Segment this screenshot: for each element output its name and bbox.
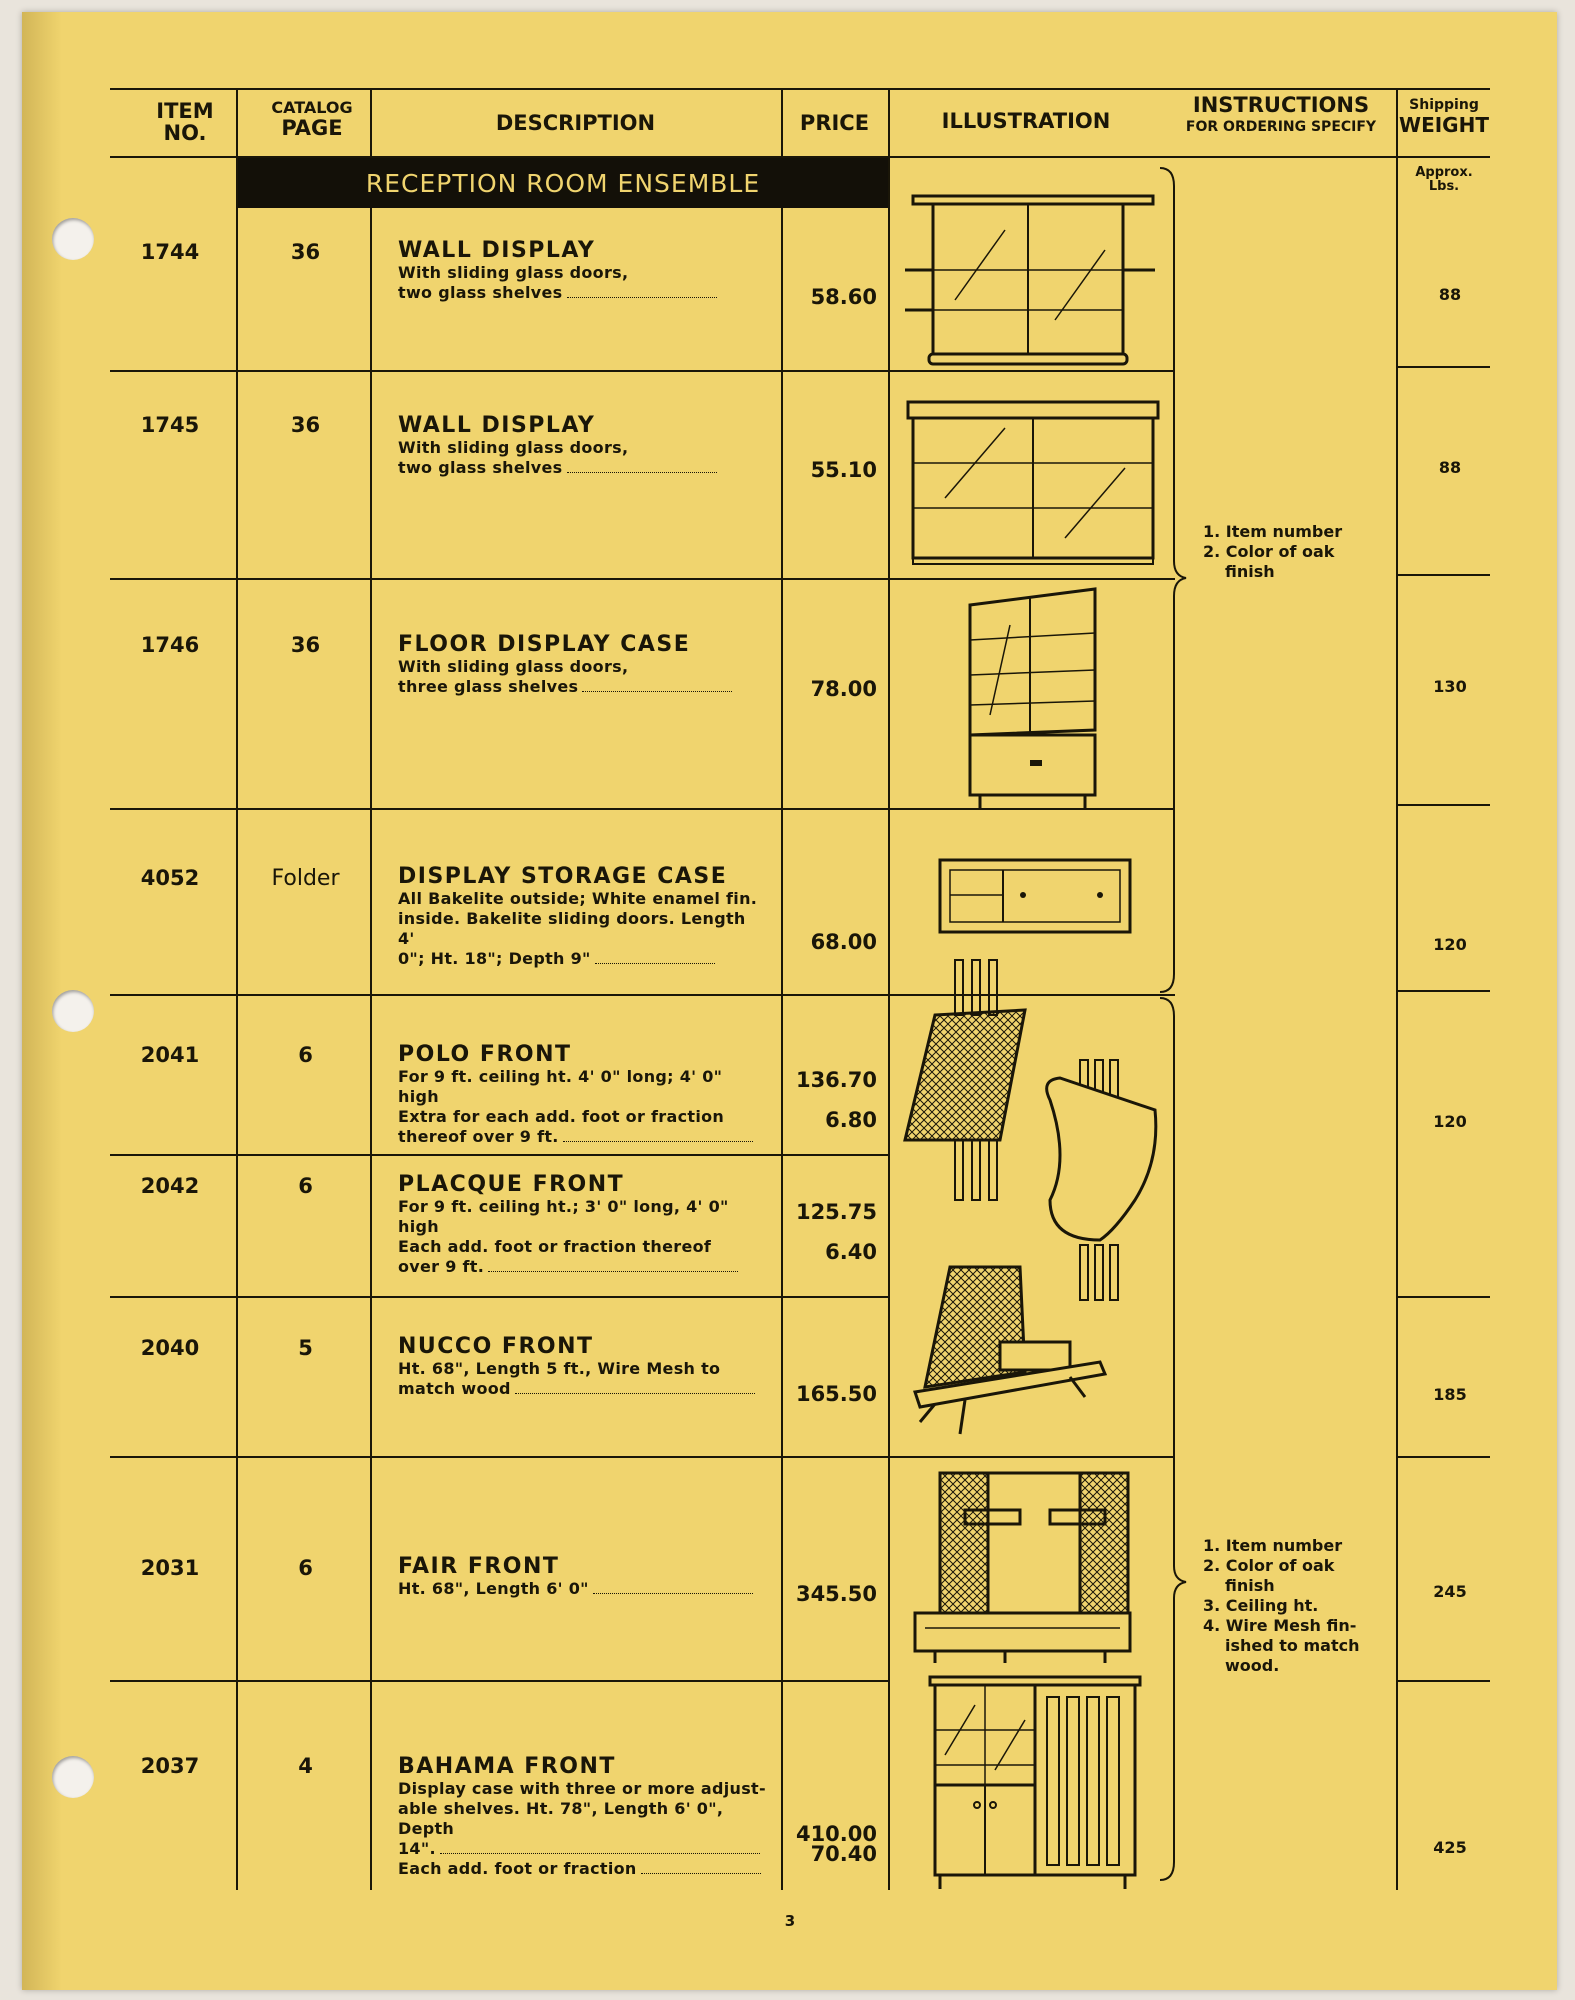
item-weight: 130 xyxy=(1433,677,1467,696)
item-description: WALL DISPLAY With sliding glass doors, two glass shelves xyxy=(398,238,766,303)
item-number: 2041 xyxy=(140,1043,200,1067)
item-number: 1746 xyxy=(140,633,200,657)
item-weight: 120 xyxy=(1433,1112,1467,1131)
item-weight: 120 xyxy=(1433,935,1467,954)
row-rule xyxy=(1396,574,1490,576)
row-rule xyxy=(110,1680,890,1682)
header-weight-unit: Approx. Lbs. xyxy=(1415,165,1473,194)
item-price: 410.00 xyxy=(795,1822,877,1846)
header-instructions: INSTRUCTIONS FOR ORDERING SPECIFY xyxy=(1185,93,1377,136)
table-top-rule xyxy=(110,88,1490,90)
row-rule xyxy=(1396,804,1490,806)
item-weight: 185 xyxy=(1433,1385,1467,1404)
item-extra-price: 70.40 xyxy=(810,1842,877,1866)
row-rule xyxy=(110,578,1175,580)
item-description: NUCCO FRONT Ht. 68", Length 5 ft., Wire Mesh to match wood xyxy=(398,1334,766,1399)
binder-hole xyxy=(52,990,94,1032)
header-price: PRICE xyxy=(799,111,870,135)
binder-hole xyxy=(52,1756,94,1798)
bahama-front-illustration xyxy=(925,1675,1145,1893)
header-catalog-page: CATALOG PAGE xyxy=(271,98,353,140)
item-price: 78.00 xyxy=(810,677,877,701)
row-rule xyxy=(1396,1680,1490,1682)
row-rule xyxy=(110,1296,890,1298)
item-number: 2037 xyxy=(140,1754,200,1778)
floor-display-case-illustration xyxy=(960,585,1110,820)
binder-hole xyxy=(52,218,94,260)
display-storage-case-illustration xyxy=(935,855,1135,940)
header-description: DESCRIPTION xyxy=(495,111,656,135)
item-number: 2040 xyxy=(140,1336,200,1360)
item-weight: 425 xyxy=(1433,1838,1467,1857)
item-number: 4052 xyxy=(140,866,200,890)
item-description: PLACQUE FRONT For 9 ft. ceiling ht.; 3' 0" long, 4' 0" high Each add. foot or fraction thereof over 9 ft. xyxy=(398,1172,766,1277)
catalog-page-number: 6 xyxy=(298,1043,313,1067)
section-title: RECEPTION ROOM ENSEMBLE xyxy=(238,158,888,208)
item-number: 1744 xyxy=(140,240,200,264)
item-number: 2031 xyxy=(140,1556,200,1580)
wall-display-illustration xyxy=(905,398,1165,568)
catalog-page-number: 36 xyxy=(290,633,321,657)
column-rule xyxy=(888,90,890,1890)
item-weight: 88 xyxy=(1438,458,1462,477)
fair-front-illustration xyxy=(905,1468,1145,1668)
row-rule xyxy=(1396,1296,1490,1298)
row-rule xyxy=(1396,990,1490,992)
column-rule xyxy=(781,90,783,1890)
polo-placque-front-illustration xyxy=(900,960,1165,1310)
item-description: FLOOR DISPLAY CASE With sliding glass doors, three glass shelves xyxy=(398,632,766,697)
catalog-page-number: 5 xyxy=(298,1336,313,1360)
catalog-page-number: 36 xyxy=(290,240,321,264)
item-description: BAHAMA FRONT Display case with three or more adjust- able shelves. Ht. 78", Length 6' 0", Depth 14". Each add. foot or fraction xyxy=(398,1754,766,1878)
nucco-front-illustration xyxy=(905,1262,1115,1442)
item-price: 55.10 xyxy=(810,458,877,482)
catalog-page-number: 4 xyxy=(298,1754,313,1778)
catalog-page-number: 36 xyxy=(290,413,321,437)
item-extra-price: 6.40 xyxy=(825,1240,877,1264)
page-number: 3 xyxy=(784,1912,796,1930)
item-number: 2042 xyxy=(140,1174,200,1198)
item-weight: 245 xyxy=(1433,1582,1467,1601)
column-rule xyxy=(370,90,372,1890)
catalog-page-number: 6 xyxy=(298,1174,313,1198)
item-price: 68.00 xyxy=(810,930,877,954)
row-rule xyxy=(1396,1456,1490,1458)
ordering-instructions: 1. Item number 2. Color of oak finish 3. Ceiling ht. 4. Wire Mesh fin- ished to match wood. xyxy=(1203,1536,1360,1675)
header-item-no: ITEM NO. xyxy=(156,99,214,146)
item-description: WALL DISPLAY With sliding glass doors, two glass shelves xyxy=(398,413,766,478)
item-description: POLO FRONT For 9 ft. ceiling ht. 4' 0" long; 4' 0" high Extra for each add. foot or fraction thereof over 9 ft. xyxy=(398,1042,766,1147)
item-description: DISPLAY STORAGE CASE All Bakelite outside; White enamel fin. inside. Bakelite sliding doors. Length 4' 0"; Ht. 18"; Depth 9" xyxy=(398,864,758,968)
row-rule xyxy=(110,1456,1175,1458)
item-price: 345.50 xyxy=(795,1582,877,1606)
item-price: 165.50 xyxy=(795,1382,877,1406)
header-shipping-weight: Shipping WEIGHT xyxy=(1399,97,1489,137)
row-rule xyxy=(1396,366,1490,368)
wall-display-illustration xyxy=(905,190,1160,375)
catalog-page-number: 6 xyxy=(298,1556,313,1580)
item-price: 58.60 xyxy=(810,285,877,309)
item-number: 1745 xyxy=(140,413,200,437)
catalog-page-number: Folder xyxy=(271,866,340,891)
column-rule xyxy=(236,90,238,1890)
item-price: 125.75 xyxy=(795,1200,877,1224)
item-weight: 88 xyxy=(1438,285,1462,304)
row-rule xyxy=(110,1154,890,1156)
header-illustration: ILLUSTRATION xyxy=(941,109,1111,133)
ordering-instructions: 1. Item number 2. Color of oak finish xyxy=(1203,522,1343,581)
item-description: FAIR FRONT Ht. 68", Length 6' 0" xyxy=(398,1554,766,1599)
item-extra-price: 6.80 xyxy=(825,1108,877,1132)
item-price: 136.70 xyxy=(795,1068,877,1092)
